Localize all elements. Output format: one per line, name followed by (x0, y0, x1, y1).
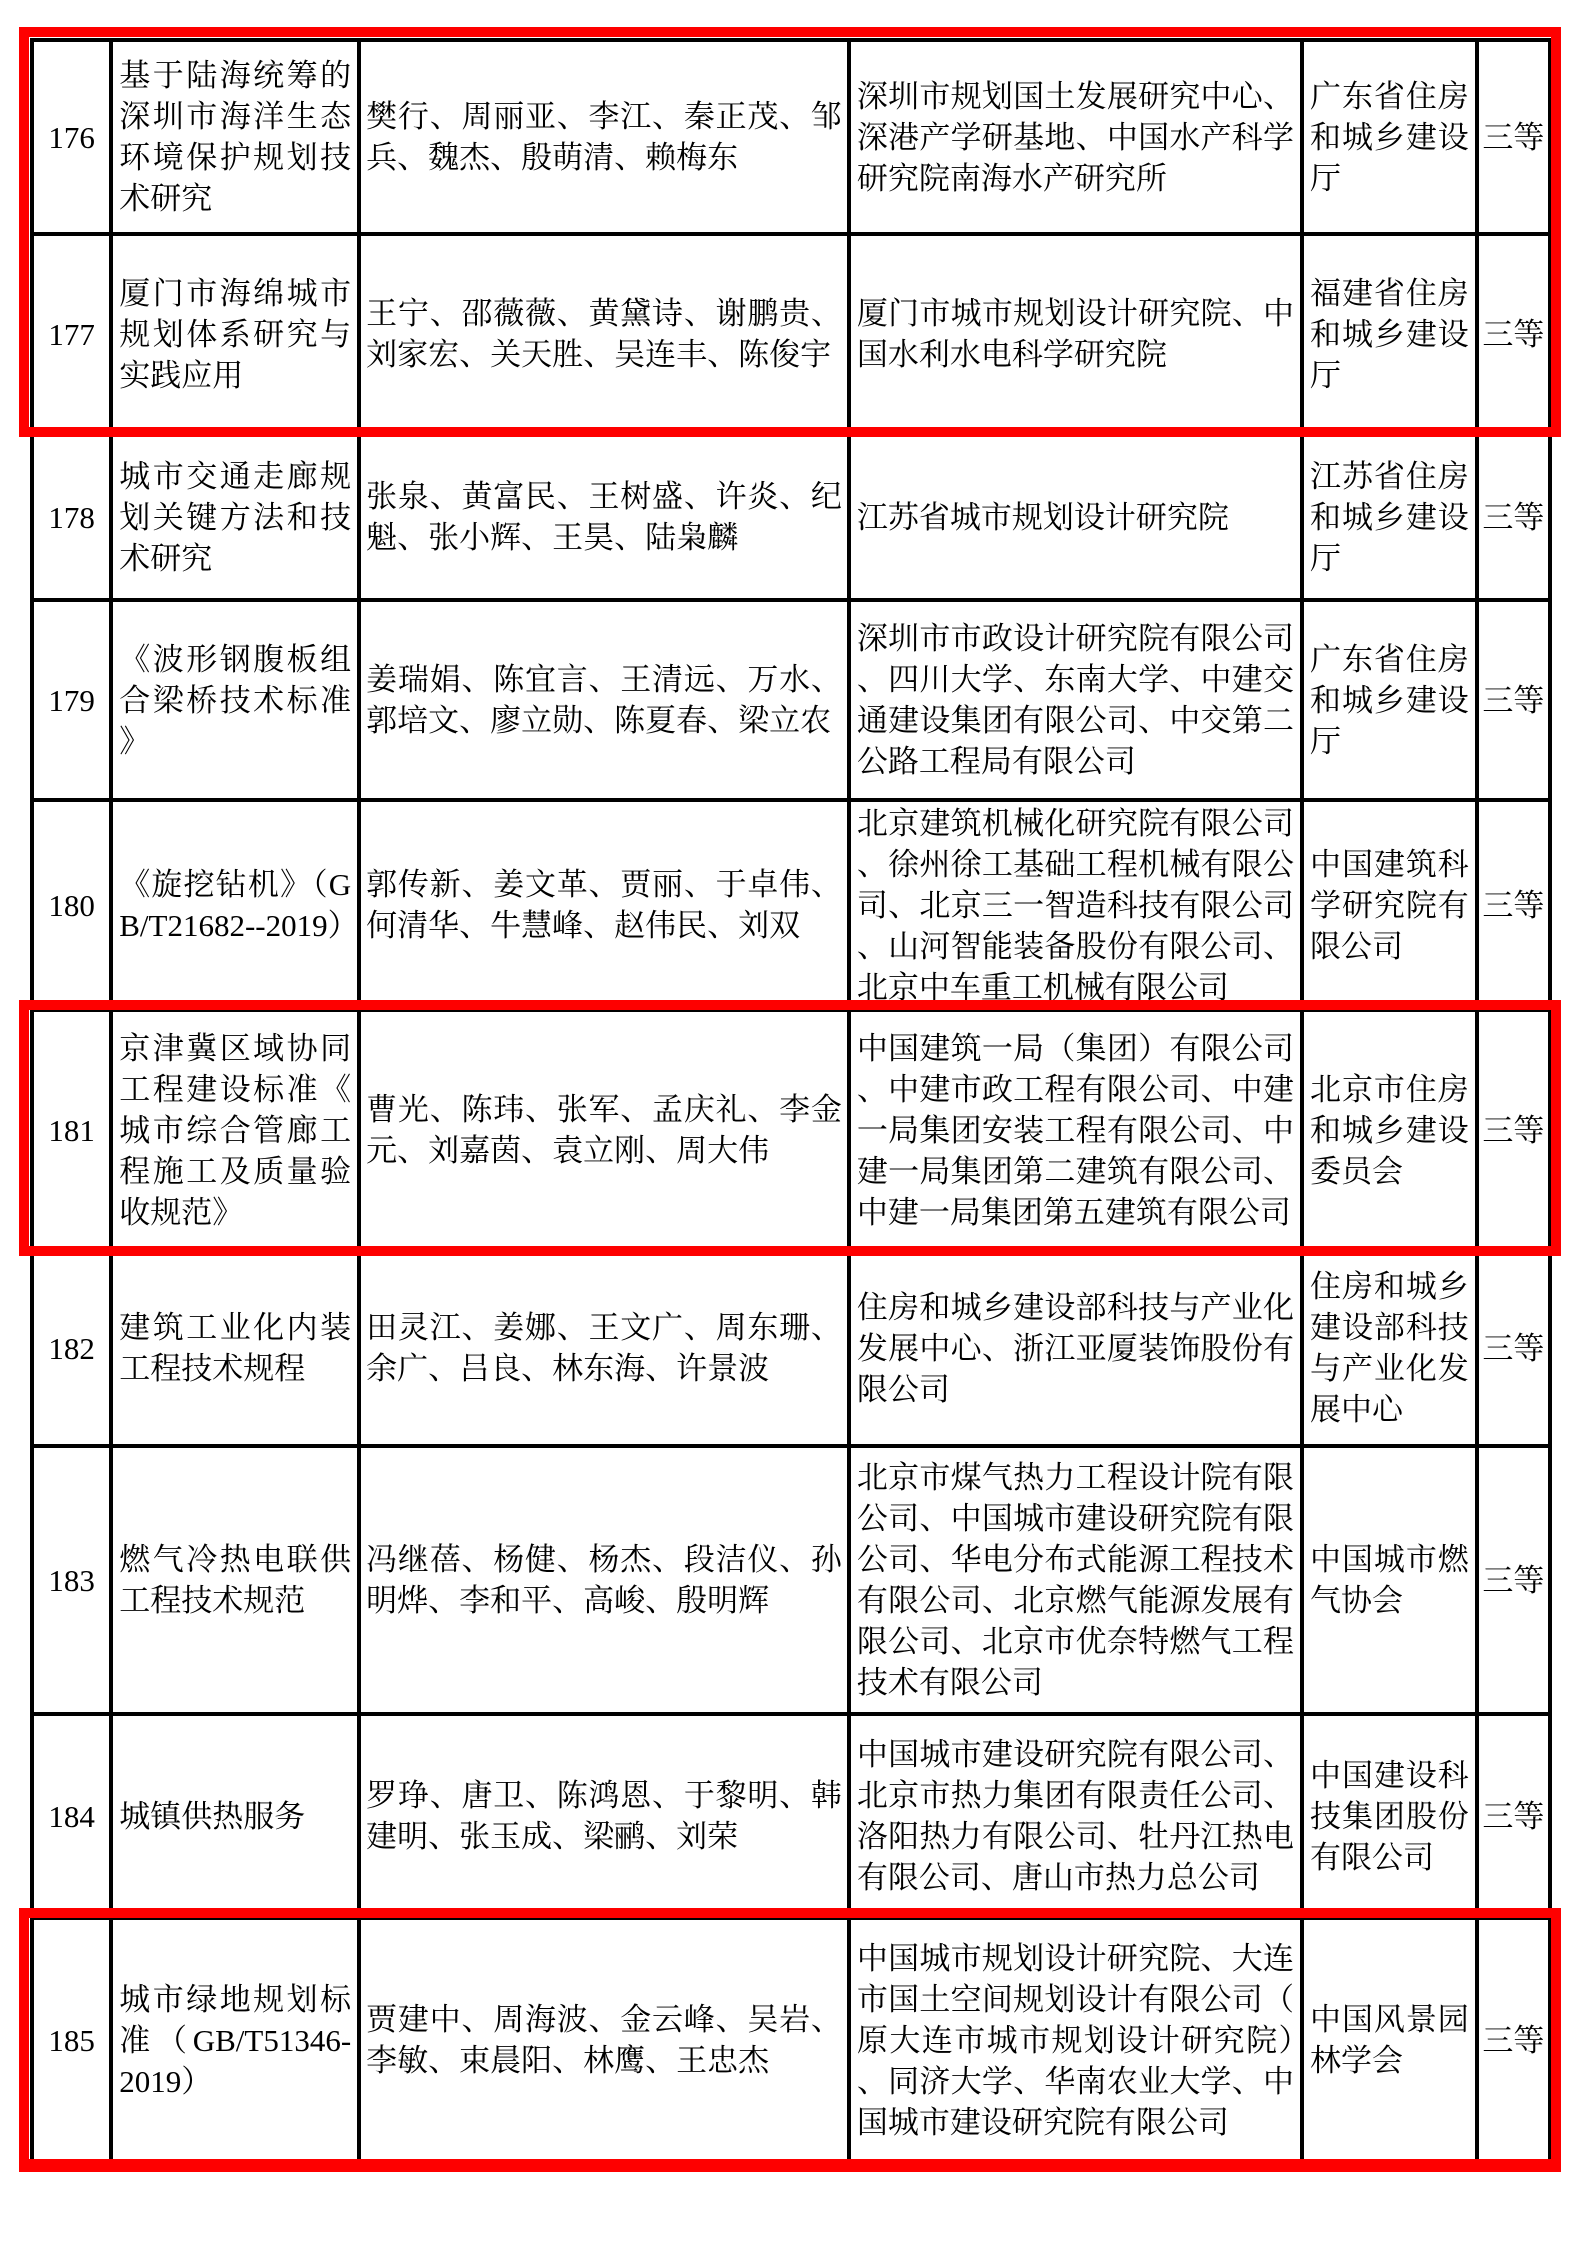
highlight-box-rows-176-177 (19, 27, 1561, 437)
project-title-cell: 京津冀区域协同工程建设标准《城市综合管廊工程施工及质量验收规范》 (111, 1010, 359, 1250)
organizations-cell: 北京市煤气热力工程设计院有限公司、中国城市建设研究院有限公司、华电分布式能源工程技术有限公司、北京燃气能源发展有限公司、北京市优奈特燃气工程技术有限公司 (849, 1446, 1302, 1714)
row-number-cell: 185 (32, 1918, 111, 2162)
project-title-cell: 城市绿地规划标准（GB/T51346-2019） (111, 1918, 359, 2162)
row-number-cell: 176 (32, 40, 111, 234)
table-row (32, 800, 1550, 1010)
recommender-cell: 中国风景园林学会 (1302, 1918, 1477, 2162)
authors-cell: 贾建中、周海波、金云峰、吴岩、李敏、束晨阳、林鹰、王忠杰 (359, 1918, 849, 2162)
organizations-cell: 厦门市城市规划设计研究院、中国水利水电科学研究院 (849, 234, 1302, 434)
authors-cell: 冯继蓓、杨健、杨杰、段洁仪、孙明烨、李和平、高峻、殷明辉 (359, 1446, 849, 1714)
grade-cell: 三等 (1477, 234, 1550, 434)
grade-cell: 三等 (1477, 1446, 1550, 1714)
recommender-cell: 中国城市燃气协会 (1302, 1446, 1477, 1714)
organizations-cell: 江苏省城市规划设计研究院 (849, 434, 1302, 600)
organizations-cell: 深圳市规划国土发展研究中心、深港产学研基地、中国水产科学研究院南海水产研究所 (849, 40, 1302, 234)
table-row (32, 1446, 1550, 1714)
row-number-cell: 178 (32, 434, 111, 600)
highlight-box-row-185 (19, 1908, 1561, 2172)
row-number-cell: 181 (32, 1010, 111, 1250)
row-number-cell: 183 (32, 1446, 111, 1714)
row-number-cell: 177 (32, 234, 111, 434)
organizations-cell: 深圳市市政设计研究院有限公司、四川大学、东南大学、中建交通建设集团有限公司、中交第二公路工程局有限公司 (849, 600, 1302, 800)
project-title-cell: 《波形钢腹板组合梁桥技术标准》 (111, 600, 359, 800)
authors-cell: 樊行、周丽亚、李江、秦正茂、邹兵、魏杰、殷萌清、赖梅东 (359, 40, 849, 234)
organizations-cell: 住房和城乡建设部科技与产业化发展中心、浙江亚厦装饰股份有限公司 (849, 1250, 1302, 1446)
grade-cell: 三等 (1477, 600, 1550, 800)
row-number-cell: 179 (32, 600, 111, 800)
project-title-cell: 厦门市海绵城市规划体系研究与实践应用 (111, 234, 359, 434)
row-number-cell: 182 (32, 1250, 111, 1446)
grade-cell: 三等 (1477, 1010, 1550, 1250)
authors-cell: 罗琤、唐卫、陈鸿恩、于黎明、韩建明、张玉成、梁鹂、刘荣 (359, 1714, 849, 1918)
project-title-cell: 燃气冷热电联供工程技术规范 (111, 1446, 359, 1714)
grade-cell: 三等 (1477, 40, 1550, 234)
recommender-cell: 住房和城乡建设部科技与产业化发展中心 (1302, 1250, 1477, 1446)
authors-cell: 曹光、陈玮、张军、孟庆礼、李金元、刘嘉茵、袁立刚、周大伟 (359, 1010, 849, 1250)
recommender-cell: 广东省住房和城乡建设厅 (1302, 40, 1477, 234)
grade-cell: 三等 (1477, 800, 1550, 1010)
grade-cell: 三等 (1477, 1918, 1550, 2162)
recommender-cell: 福建省住房和城乡建设厅 (1302, 234, 1477, 434)
project-title-cell: 建筑工业化内装工程技术规程 (111, 1250, 359, 1446)
authors-cell: 姜瑞娟、陈宜言、王清远、万水、郭培文、廖立勋、陈夏春、梁立农 (359, 600, 849, 800)
row-number-cell: 180 (32, 800, 111, 1010)
table-row (32, 1250, 1550, 1446)
project-title-cell: 基于陆海统筹的深圳市海洋生态环境保护规划技术研究 (111, 40, 359, 234)
recommender-cell: 中国建筑科学研究院有限公司 (1302, 800, 1477, 1010)
row-number-cell: 184 (32, 1714, 111, 1918)
recommender-cell: 广东省住房和城乡建设厅 (1302, 600, 1477, 800)
organizations-cell: 中国城市规划设计研究院、大连市国土空间规划设计有限公司（原大连市城市规划设计研究院）、同济大学、华南农业大学、中国城市建设研究院有限公司 (849, 1918, 1302, 2162)
table-row (32, 600, 1550, 800)
table-row (32, 1714, 1550, 1918)
project-title-cell: 城镇供热服务 (111, 1714, 359, 1918)
project-title-cell: 城市交通走廊规划关键方法和技术研究 (111, 434, 359, 600)
authors-cell: 王宁、邵薇薇、黄黛诗、谢鹏贵、刘家宏、关天胜、吴连丰、陈俊宇 (359, 234, 849, 434)
recommender-cell: 江苏省住房和城乡建设厅 (1302, 434, 1477, 600)
grade-cell: 三等 (1477, 1714, 1550, 1918)
project-title-cell: 《旋挖钻机》（GB/T21682--2019） (111, 800, 359, 1010)
organizations-cell: 中国城市建设研究院有限公司、北京市热力集团有限责任公司、洛阳热力有限公司、牡丹江热电有限公司、唐山市热力总公司 (849, 1714, 1302, 1918)
authors-cell: 郭传新、姜文革、贾丽、于卓伟、何清华、牛慧峰、赵伟民、刘双 (359, 800, 849, 1010)
organizations-cell: 北京建筑机械化研究院有限公司、徐州徐工基础工程机械有限公司、北京三一智造科技有限公司、山河智能装备股份有限公司、北京中车重工机械有限公司 (849, 800, 1302, 1010)
authors-cell: 田灵江、姜娜、王文广、周东珊、余广、吕良、林东海、许景波 (359, 1250, 849, 1446)
table-row (32, 434, 1550, 600)
grade-cell: 三等 (1477, 1250, 1550, 1446)
recommender-cell: 中国建设科技集团股份有限公司 (1302, 1714, 1477, 1918)
organizations-cell: 中国建筑一局（集团）有限公司、中建市政工程有限公司、中建一局集团安装工程有限公司、中建一局集团第二建筑有限公司、中建一局集团第五建筑有限公司 (849, 1010, 1302, 1250)
authors-cell: 张泉、黄富民、王树盛、许炎、纪魁、张小辉、王昊、陆枭麟 (359, 434, 849, 600)
recommender-cell: 北京市住房和城乡建设委员会 (1302, 1010, 1477, 1250)
grade-cell: 三等 (1477, 434, 1550, 600)
highlight-box-row-181 (19, 1000, 1561, 1256)
